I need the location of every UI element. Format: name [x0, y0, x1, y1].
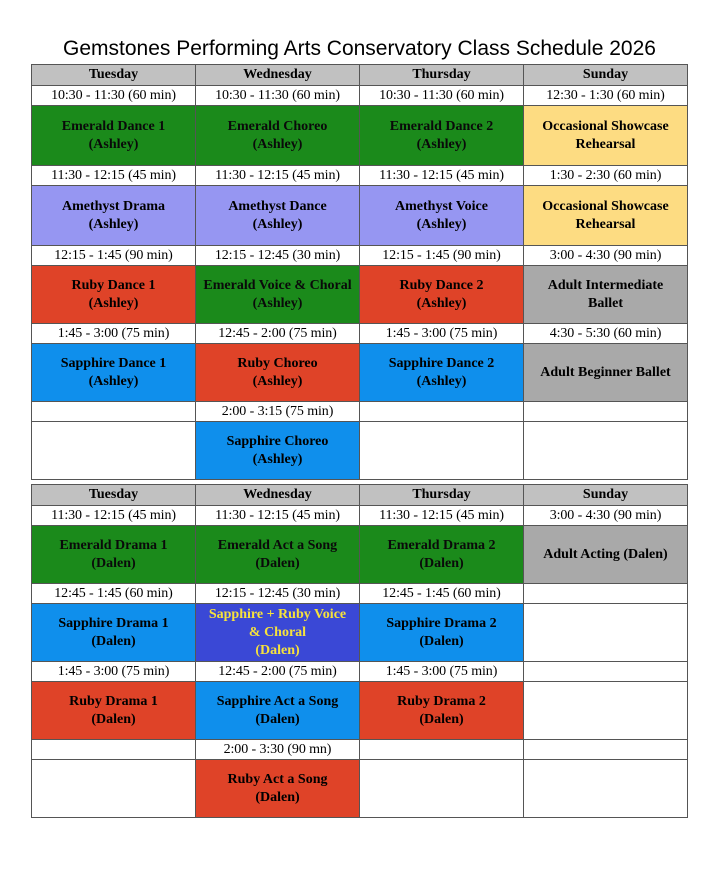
class-instructor: (Dalen)	[91, 711, 136, 727]
class-cell	[360, 266, 524, 324]
class-cell	[360, 604, 524, 662]
class-name: Emerald Voice & Choral	[203, 277, 352, 293]
class-cell	[32, 526, 196, 584]
time-slot	[360, 402, 524, 422]
time-slot	[524, 402, 688, 422]
class-instructor: (Ashley)	[252, 373, 303, 389]
class-cell	[360, 186, 524, 246]
class-name: Sapphire Choreo	[226, 433, 329, 449]
time-row	[32, 740, 688, 760]
empty-cell	[360, 422, 524, 480]
time-row	[32, 584, 688, 604]
time-slot: 12:15 - 1:45 (90 min)	[32, 246, 196, 266]
empty-cell	[32, 760, 196, 818]
class-name: Emerald Dance 2	[389, 118, 494, 134]
class-cell	[524, 526, 688, 584]
class-instructor: (Dalen)	[255, 642, 300, 658]
empty-cell	[524, 604, 688, 662]
time-slot	[524, 662, 688, 682]
class-cell	[196, 344, 360, 402]
time-row	[32, 506, 688, 526]
class-name: Amethyst Voice	[395, 198, 488, 214]
time-slot: 1:45 - 3:00 (75 min)	[32, 324, 196, 344]
time-slot: 12:45 - 1:45 (60 min)	[32, 584, 196, 604]
class-cell	[196, 266, 360, 324]
time-slot	[32, 402, 196, 422]
time-slot: 2:00 - 3:30 (90 mn)	[196, 740, 360, 760]
time-slot	[32, 740, 196, 760]
class-cell	[32, 682, 196, 740]
class-instructor: (Dalen)	[255, 711, 300, 727]
class-cell	[524, 344, 688, 402]
class-cell	[196, 604, 360, 662]
class-cell	[196, 186, 360, 246]
time-slot: 1:45 - 3:00 (75 min)	[32, 662, 196, 682]
class-row	[32, 682, 688, 740]
class-instructor: (Ashley)	[252, 451, 303, 467]
time-slot: 11:30 - 12:15 (45 min)	[32, 166, 196, 186]
class-cell	[32, 106, 196, 166]
class-instructor: (Ashley)	[416, 216, 467, 232]
schedule-title: Gemstones Performing Arts Conservatory Class Schedule 2026	[63, 37, 656, 60]
class-name: Sapphire Drama 2	[386, 615, 497, 631]
empty-cell	[524, 760, 688, 818]
time-slot: 12:45 - 2:00 (75 min)	[196, 662, 360, 682]
class-name: Ruby Dance 2	[399, 277, 484, 293]
empty-cell	[360, 760, 524, 818]
class-name: Amethyst Drama	[61, 198, 166, 214]
time-slot: 11:30 - 12:15 (45 min)	[196, 166, 360, 186]
class-cell	[196, 526, 360, 584]
class-name: Ruby Dance 1	[71, 277, 156, 293]
class-row	[32, 266, 688, 324]
time-slot: 1:30 - 2:30 (60 min)	[524, 166, 688, 186]
time-slot: 11:30 - 12:15 (45 min)	[360, 166, 524, 186]
class-cell	[32, 186, 196, 246]
time-row	[32, 402, 688, 422]
time-slot: 4:30 - 5:30 (60 min)	[524, 324, 688, 344]
class-name: Emerald Choreo	[227, 118, 328, 134]
time-row	[32, 246, 688, 266]
time-slot: 2:00 - 3:15 (75 min)	[196, 402, 360, 422]
class-name: Emerald Dance 1	[61, 118, 166, 134]
class-name: & Choral	[248, 624, 307, 640]
class-cell	[360, 344, 524, 402]
class-name: Ruby Choreo	[237, 355, 318, 371]
class-row	[32, 760, 688, 818]
class-cell	[524, 186, 688, 246]
class-name: Emerald Act a Song	[217, 537, 338, 553]
class-name: Sapphire Dance 1	[60, 355, 167, 371]
class-row	[32, 106, 688, 166]
class-name: Occasional Showcase	[542, 198, 669, 214]
class-cell	[524, 106, 688, 166]
class-cell	[524, 266, 688, 324]
time-row	[32, 324, 688, 344]
class-name: Emerald Drama 2	[387, 537, 496, 553]
class-instructor: (Ashley)	[416, 295, 467, 311]
class-cell	[32, 266, 196, 324]
class-row	[32, 186, 688, 246]
class-name: Ruby Drama 1	[69, 693, 158, 709]
day-header: Tuesday	[32, 65, 196, 86]
class-name: Sapphire Drama 1	[58, 615, 169, 631]
time-slot: 11:30 - 12:15 (45 min)	[196, 506, 360, 526]
class-cell	[32, 604, 196, 662]
day-header: Tuesday	[32, 485, 196, 506]
class-name: Ballet	[588, 295, 623, 311]
class-instructor: (Dalen)	[419, 555, 464, 571]
time-slot: 10:30 - 11:30 (60 min)	[196, 86, 360, 106]
class-instructor: (Ashley)	[88, 373, 139, 389]
day-header: Wednesday	[196, 65, 360, 86]
class-cell	[196, 682, 360, 740]
class-instructor: (Dalen)	[91, 555, 136, 571]
time-slot	[524, 584, 688, 604]
class-instructor: (Ashley)	[416, 136, 467, 152]
time-slot: 3:00 - 4:30 (90 min)	[524, 246, 688, 266]
class-instructor: (Dalen)	[91, 633, 136, 649]
day-header: Wednesday	[196, 485, 360, 506]
time-slot: 12:15 - 12:45 (30 min)	[196, 584, 360, 604]
day-header: Sunday	[524, 65, 688, 86]
class-name: Sapphire Dance 2	[388, 355, 495, 371]
ashley-schedule-table	[31, 64, 688, 480]
class-cell	[196, 422, 360, 480]
class-cell	[360, 526, 524, 584]
time-slot: 11:30 - 12:15 (45 min)	[360, 506, 524, 526]
time-slot: 12:15 - 12:45 (30 min)	[196, 246, 360, 266]
class-name: Emerald Drama 1	[59, 537, 168, 553]
class-cell	[360, 682, 524, 740]
time-slot: 1:45 - 3:00 (75 min)	[360, 324, 524, 344]
class-name: Occasional Showcase	[542, 118, 669, 134]
class-row	[32, 344, 688, 402]
day-header-row	[32, 65, 688, 86]
class-row	[32, 604, 688, 662]
class-instructor: (Dalen)	[419, 711, 464, 727]
class-name: Sapphire + Ruby Voice	[208, 606, 347, 622]
day-header-row	[32, 485, 688, 506]
class-instructor: (Ashley)	[416, 373, 467, 389]
time-slot: 11:30 - 12:15 (45 min)	[32, 506, 196, 526]
time-slot: 12:30 - 1:30 (60 min)	[524, 86, 688, 106]
class-instructor: (Ashley)	[88, 216, 139, 232]
dalen-schedule-table	[31, 484, 688, 818]
class-name: Ruby Drama 2	[397, 693, 486, 709]
time-slot: 1:45 - 3:00 (75 min)	[360, 662, 524, 682]
class-instructor: (Ashley)	[252, 295, 303, 311]
class-cell	[196, 106, 360, 166]
class-name: Adult Intermediate	[547, 277, 664, 293]
class-name: Rehearsal	[575, 216, 636, 232]
day-header: Sunday	[524, 485, 688, 506]
class-instructor: (Ashley)	[252, 216, 303, 232]
time-slot: 10:30 - 11:30 (60 min)	[360, 86, 524, 106]
class-name: Adult Beginner Ballet	[540, 364, 671, 380]
class-name: Adult Acting (Dalen)	[543, 546, 668, 562]
time-row	[32, 86, 688, 106]
class-instructor: (Dalen)	[419, 633, 464, 649]
class-row	[32, 526, 688, 584]
class-cell	[196, 760, 360, 818]
time-slot	[360, 740, 524, 760]
time-row	[32, 662, 688, 682]
time-slot	[524, 740, 688, 760]
time-slot: 12:45 - 1:45 (60 min)	[360, 584, 524, 604]
time-slot: 3:00 - 4:30 (90 min)	[524, 506, 688, 526]
day-header: Thursday	[360, 65, 524, 86]
class-instructor: (Ashley)	[88, 136, 139, 152]
class-name: Amethyst Dance	[228, 198, 327, 214]
class-cell	[360, 106, 524, 166]
class-name: Ruby Act a Song	[227, 771, 328, 787]
time-slot: 10:30 - 11:30 (60 min)	[32, 86, 196, 106]
empty-cell	[32, 422, 196, 480]
class-instructor: (Ashley)	[88, 295, 139, 311]
time-slot: 12:45 - 2:00 (75 min)	[196, 324, 360, 344]
empty-cell	[524, 682, 688, 740]
empty-cell	[524, 422, 688, 480]
day-header: Thursday	[360, 485, 524, 506]
class-name: Sapphire Act a Song	[216, 693, 339, 709]
class-instructor: (Ashley)	[252, 136, 303, 152]
class-row	[32, 422, 688, 480]
class-cell	[32, 344, 196, 402]
class-instructor: (Dalen)	[255, 555, 300, 571]
class-instructor: (Dalen)	[255, 789, 300, 805]
time-row	[32, 166, 688, 186]
class-name: Rehearsal	[575, 136, 636, 152]
time-slot: 12:15 - 1:45 (90 min)	[360, 246, 524, 266]
